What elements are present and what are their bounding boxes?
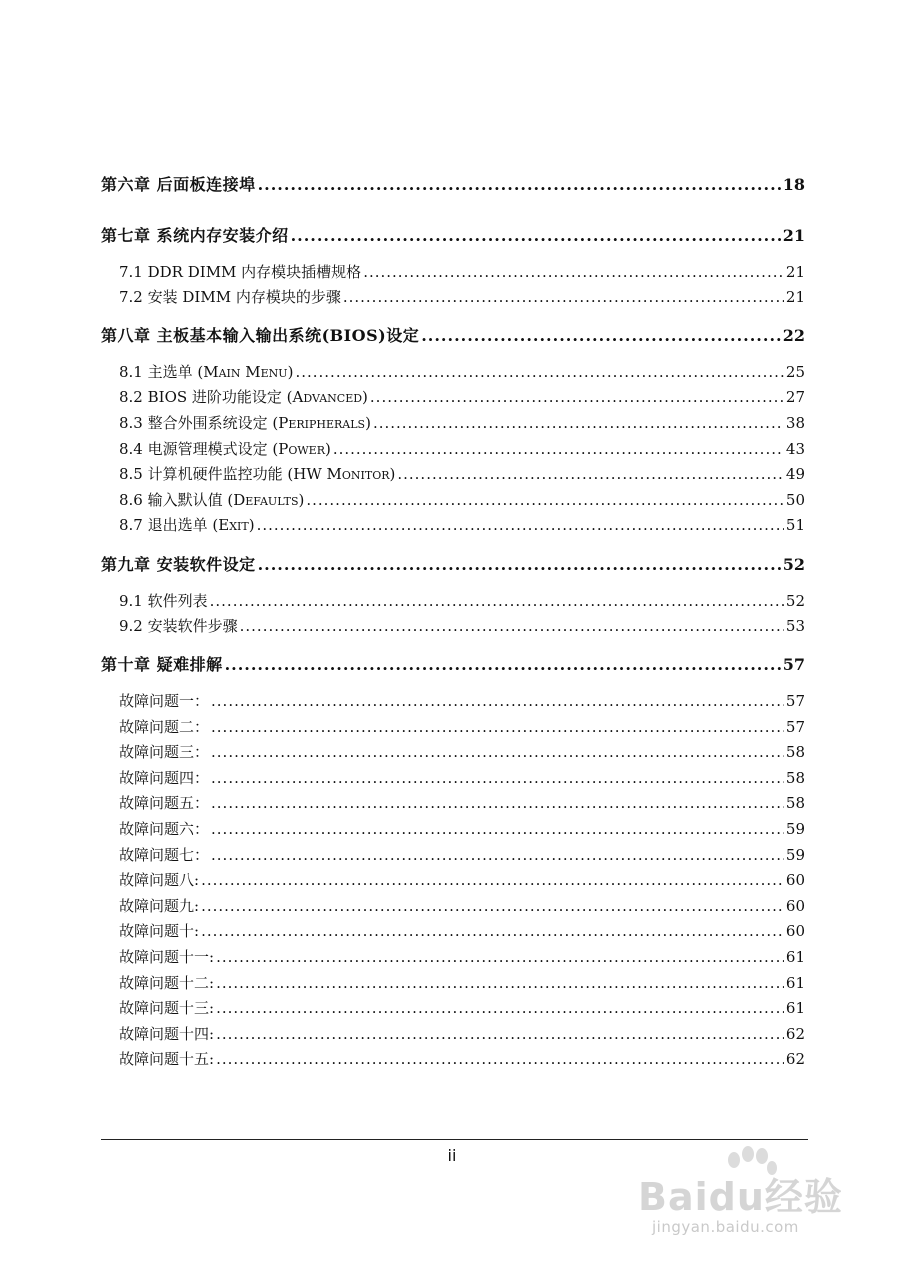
toc-section-8-5[interactable] [119,463,805,484]
dot-leader [333,440,784,458]
toc-section-7-1[interactable] [119,261,805,282]
toc-problem-2[interactable] [119,716,805,737]
toc-entry-title: 8.5 计算机硬件监控功能 (HW Monitor) [119,465,396,483]
dot-leader [210,592,784,610]
toc-entry-page: 18 [782,175,805,194]
dot-leader [363,263,784,281]
toc-chapter-6[interactable] [101,172,805,195]
watermark-url: jingyan.baidu.com [652,1218,799,1236]
toc-entry-page: 57 [782,655,805,674]
toc-entry-page: 21 [785,288,805,306]
toc-entry-title: 7.1 DDR DIMM 内存模块插槽规格 [119,263,362,281]
toc-entry-page: 58 [785,743,805,761]
toc-chapter-10[interactable] [101,652,805,675]
toc-entry-title: 故障问题三： [119,743,210,761]
dot-leader [211,820,784,838]
toc-problem-4[interactable] [119,767,805,788]
toc-entry-title: 8.6 输入默认值 (Defaults) [119,491,305,509]
toc-entry-title: 8.2 BIOS 进阶功能设定 (Advanced) [119,388,368,406]
dot-leader [295,363,783,381]
watermark-logo: Baidu经验 [638,1175,843,1219]
toc-entry-page: 51 [785,516,805,534]
toc-entry-title: 故障问题十四: [119,1025,215,1043]
toc-entry-page: 60 [785,922,805,940]
toc-section-9-2[interactable] [119,615,805,636]
toc-section-8-4[interactable] [119,438,805,459]
toc-entry-title: 故障问题二： [119,718,210,736]
toc-entry-page: 57 [785,718,805,736]
toc-entry-title: 第十章 疑难排解 [101,655,223,674]
toc-entry-title: 故障问题十: [119,922,200,940]
toc-entry-page: 59 [785,820,805,838]
dot-leader [421,326,781,345]
toc-problem-6[interactable] [119,818,805,839]
toc-entry-title: 8.3 整合外围系统设定 (Peripherals) [119,414,371,432]
toc-entry-page: 21 [782,226,805,245]
dot-leader [343,288,784,306]
dot-leader [240,617,784,635]
dot-leader [211,718,784,736]
dot-leader [225,655,781,674]
toc-entry-title: 故障问题七： [119,846,210,864]
toc-entry-title: 9.2 安装软件步骤 [119,617,238,635]
dot-leader [201,871,784,889]
dot-leader [211,743,784,761]
toc-entry-title: 故障问题九: [119,897,200,915]
toc-chapter-8[interactable] [101,323,805,346]
toc-section-8-6[interactable] [119,489,805,510]
toc-problem-9[interactable] [119,895,805,916]
toc-section-7-2[interactable] [119,286,805,307]
dot-leader [201,922,784,940]
toc-entry-page: 49 [785,465,805,483]
toc-entry-page: 52 [785,592,805,610]
toc-problem-10[interactable] [119,920,805,941]
toc-problem-13[interactable] [119,997,805,1018]
toc-entry-title: 第九章 安装软件设定 [101,555,256,574]
dot-leader [258,555,781,574]
dot-leader [370,388,784,406]
toc-entry-page: 61 [785,999,805,1017]
dot-leader [216,974,784,992]
dot-leader [211,769,784,787]
dot-leader [306,491,784,509]
dot-leader [211,692,784,710]
toc-section-8-1[interactable] [119,361,805,382]
dot-leader [201,897,784,915]
toc-entry-title: 故障问题十五: [119,1050,215,1068]
footer-page-number: ii [447,1146,457,1165]
toc-entry-page: 62 [785,1050,805,1068]
toc-entry-page: 52 [782,555,805,574]
toc-entry-page: 43 [785,440,805,458]
toc-problem-12[interactable] [119,972,805,993]
toc-entry-page: 38 [785,414,805,432]
toc-entry-page: 59 [785,846,805,864]
dot-leader [257,516,784,534]
toc-entry-page: 58 [785,769,805,787]
dot-leader [216,948,784,966]
toc-chapter-9[interactable] [101,552,805,575]
dot-leader [211,794,784,812]
toc-entry-page: 50 [785,491,805,509]
footer-divider [101,1139,808,1140]
toc-entry-page: 60 [785,871,805,889]
toc-problem-14[interactable] [119,1023,805,1044]
toc-problem-11[interactable] [119,946,805,967]
toc-problem-7[interactable] [119,844,805,865]
toc-entry-title: 8.4 电源管理模式设定 (Power) [119,440,331,458]
toc-entry-title: 9.1 软件列表 [119,592,208,610]
toc-entry-page: 22 [782,326,805,345]
dot-leader [216,999,784,1017]
toc-section-8-2[interactable] [119,386,805,407]
dot-leader [216,1050,784,1068]
toc-chapter-7[interactable] [101,223,805,246]
toc-entry-title: 故障问题十三: [119,999,215,1017]
toc-problem-5[interactable] [119,792,805,813]
toc-entry-page: 62 [785,1025,805,1043]
toc-entry-page: 21 [785,263,805,281]
dot-leader [291,226,781,245]
toc-entry-title: 故障问题八: [119,871,200,889]
dot-leader [373,414,784,432]
dot-leader [397,465,784,483]
toc-problem-3[interactable] [119,741,805,762]
toc-section-9-1[interactable] [119,590,805,611]
toc-entry-title: 故障问题一： [119,692,210,710]
dot-leader [211,846,784,864]
toc-entry-title: 故障问题四： [119,769,210,787]
toc-entry-title: 第八章 主板基本输入输出系统(BIOS)设定 [101,326,420,345]
toc-entry-page: 53 [785,617,805,635]
dot-leader [216,1025,784,1043]
toc-entry-page: 61 [785,974,805,992]
toc-entry-title: 8.7 退出选单 (Exit) [119,516,255,534]
toc-entry-page: 61 [785,948,805,966]
dot-leader [258,175,781,194]
toc-entry-title: 故障问题十一: [119,948,215,966]
toc-entry-title: 故障问题五： [119,794,210,812]
toc-problem-1[interactable] [119,690,805,711]
toc-entry-title: 7.2 安装 DIMM 内存模块的步骤 [119,288,341,306]
toc-entry-title: 第七章 系统内存安装介绍 [101,226,289,245]
toc-entry-title: 8.1 主选单 (Main Menu) [119,363,294,381]
toc-entry-page: 58 [785,794,805,812]
toc-entry-title: 故障问题十二: [119,974,215,992]
toc-entry-page: 27 [785,388,805,406]
toc-entry-page: 25 [785,363,805,381]
toc-entry-title: 故障问题六： [119,820,210,838]
toc-section-8-3[interactable] [119,412,805,433]
toc-problem-8[interactable] [119,869,805,890]
toc-entry-page: 60 [785,897,805,915]
toc-section-8-7[interactable] [119,514,805,535]
toc-problem-15[interactable] [119,1048,805,1069]
toc-entry-page: 57 [785,692,805,710]
toc-entry-title: 第六章 后面板连接埠 [101,175,256,194]
